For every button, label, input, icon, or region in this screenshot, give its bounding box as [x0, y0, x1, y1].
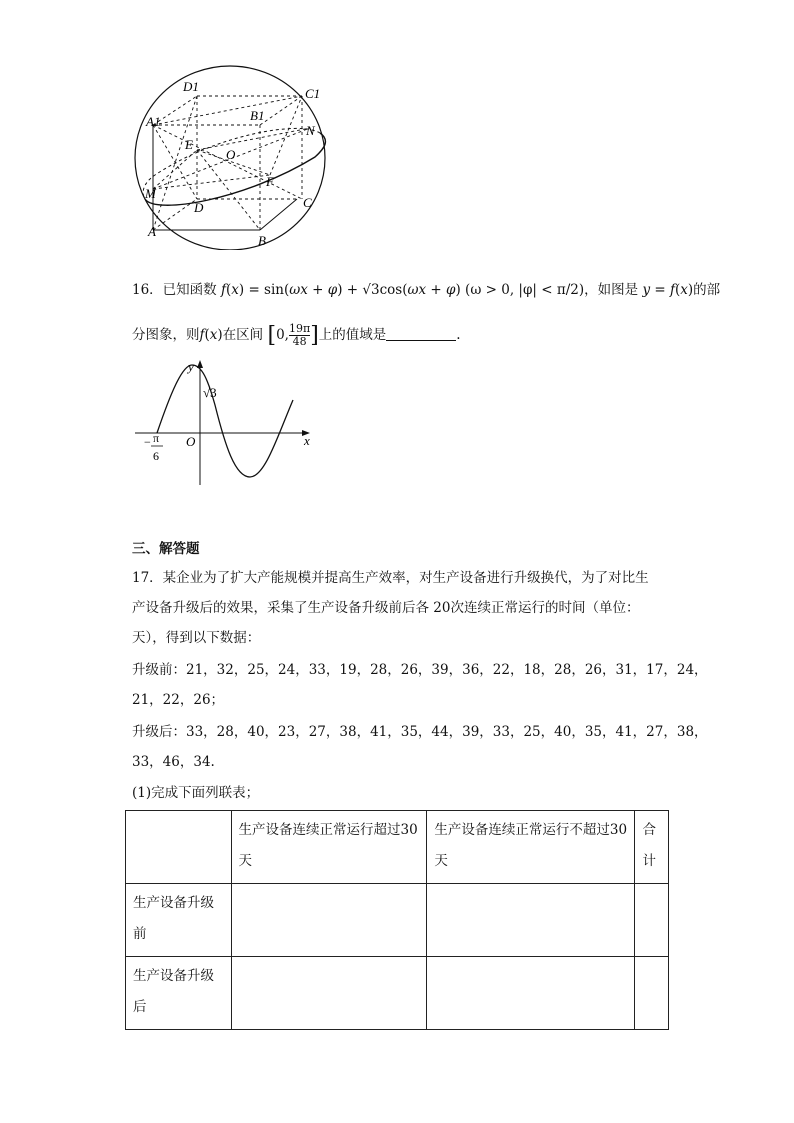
table-cell[interactable] [427, 884, 635, 957]
q17-line3: 天），得到以下数据： [132, 630, 261, 646]
q16-mid: ，如图是 [584, 282, 639, 298]
q16-end: 的部 [693, 282, 721, 298]
contingency-table [125, 810, 669, 1030]
row-label-after: 生产设备升级后 [126, 957, 232, 1030]
q16-l2end: . [456, 327, 461, 343]
q17-after [132, 722, 708, 742]
label-e: E [185, 137, 193, 152]
section-title: 三、解答题 [132, 541, 200, 557]
header-cell-empty [126, 811, 232, 884]
q16-interval: [ [267, 323, 277, 348]
table-cell[interactable] [231, 957, 427, 1030]
label-a1: A1 [146, 114, 161, 129]
x-mark-sign: − [144, 435, 151, 449]
answer-blank[interactable] [386, 326, 456, 341]
q17-after-cont: 33，46，34. [132, 754, 215, 770]
label-d: D [194, 200, 204, 215]
label-b1: B1 [250, 108, 265, 123]
row-label-before: 生产设备升级前 [126, 884, 232, 957]
q17-line2: 产设备升级后的效果，采集了生产设备升级前后各 20次连续正常运行的时间（单位： [132, 600, 640, 616]
x-axis-label: x [304, 433, 310, 448]
q17-sub1: (1)完成下面列联表； [132, 785, 260, 801]
label-o: O [226, 147, 236, 162]
q16-frac-num: 19π [288, 322, 311, 335]
q16-condition: ω > 0, |φ| < π/2 [470, 282, 579, 298]
header-cell-over30: 生产设备连续正常运行超过30天 [231, 811, 427, 884]
sine-curve [157, 365, 293, 477]
y-axis-label: y [188, 359, 194, 374]
label-c: C [303, 195, 312, 210]
label-m: M [145, 186, 156, 201]
label-n: N [306, 123, 315, 138]
label-c1: C1 [305, 86, 321, 101]
q16-number: 16．已知函数 [132, 282, 217, 298]
q17-line1: 17．某企业为了扩大产能规模并提高生产效率，对生产设备进行升级换代，为了对比生 [132, 570, 649, 586]
sphere-cube-figure [125, 65, 335, 250]
after-label: 升级后： [132, 724, 186, 740]
q16-l2a: 分图象，则 [132, 327, 200, 343]
table-cell[interactable] [231, 884, 427, 957]
q16-condition-wrap: (ω > 0, |φ| < π/2) [465, 282, 585, 298]
origin-label: O [186, 434, 196, 449]
q16-l2b: 在区间 [222, 327, 264, 343]
q17-before [132, 660, 708, 680]
table-cell[interactable] [427, 957, 635, 1030]
x-mark-num: π [153, 431, 160, 445]
section-ellipse [145, 133, 325, 205]
q16-l2c: 上的值域是 [318, 327, 387, 343]
q16-line2: 分图象，则f(x)在区间 [0, $\frac{19\pi}{48}$ ]上的值域是 . [132, 322, 461, 348]
before-data: 21，32，25，24，33，19，28，26，39，36，22，18，28，26，31，17，24， [186, 662, 708, 678]
table-cell[interactable] [635, 884, 669, 957]
table-row [126, 957, 669, 1030]
after-data: 33，28，40，23，27，38，41，35，44，39，33，25，40，35，41，27，38， [186, 724, 708, 740]
table-row [126, 884, 669, 957]
label-b: B [258, 233, 266, 248]
y-mark-label: √3 [203, 385, 217, 400]
header-cell-total: 合计 [635, 811, 669, 884]
q16-formula: f [220, 282, 226, 298]
x-mark-den: 6 [153, 449, 159, 463]
q16-fraction [289, 323, 310, 348]
q17-before-cont: 21，22，26； [132, 692, 225, 708]
label-a: A [148, 224, 156, 239]
before-label: 升级前： [132, 662, 186, 678]
sine-graph-figure [130, 355, 320, 490]
label-f: F [266, 174, 274, 189]
header-cell-notover30: 生产设备连续正常运行不超过30天 [427, 811, 635, 884]
q16-line1: 16．已知函数 f(x) = sin(ωx + φ) + √3cos(ωx + φ) (ω > 0, |φ| < π/2)，如图是 y = f(x)的部 [132, 282, 721, 298]
q16-interval-open: 0, [276, 327, 289, 343]
table-cell[interactable] [635, 957, 669, 1030]
table-header-row [126, 811, 669, 884]
label-d1: D1 [183, 79, 199, 94]
q16-frac-den: 48 [292, 335, 307, 348]
